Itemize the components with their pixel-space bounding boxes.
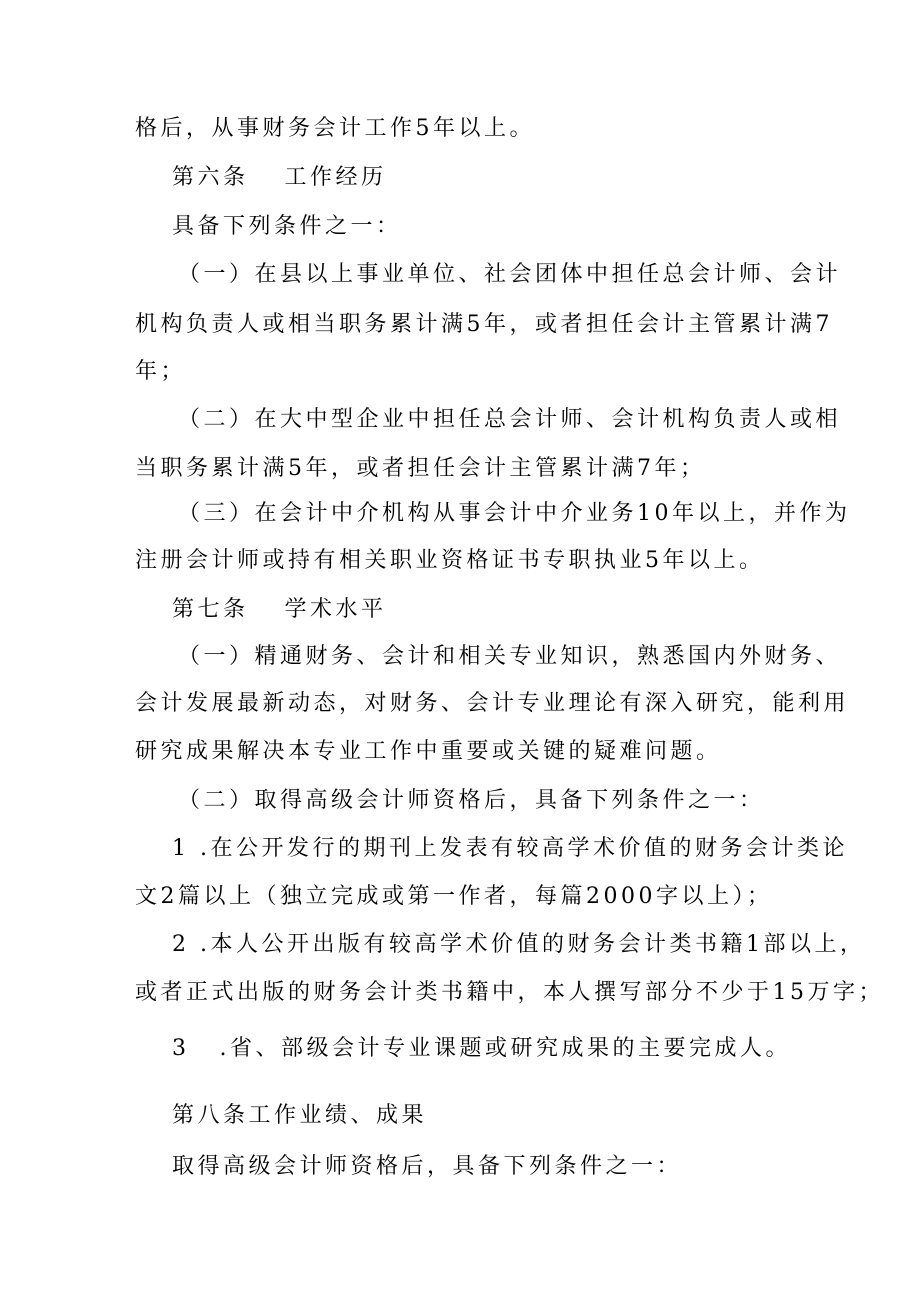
paragraph-line: （一）精通财务、会计和相关专业知识，熟悉国内外财务、 [178,644,842,669]
paragraph-line: 格后，从事财务会计工作5年以上。 [135,116,535,141]
paragraph-line: 机构负责人或相当职务累计满5年，或者担任会计主管累计满7 [135,312,833,337]
paragraph-line: 年； [135,359,187,384]
article-heading-6 [172,163,387,193]
paragraph-line: 具备下列条件之一： [172,214,402,239]
paragraph-line: （二）取得高级会计师资格后，具备下列条件之一： [178,788,765,813]
paragraph-line: 注册会计师或持有相关职业资格证书专职执业5年以上。 [135,548,765,573]
list-item-text: .省、部级会计专业课题或研究成果的主要完成人。 [219,1036,791,1061]
article-title: 学术水平 [284,597,387,622]
paragraph-line: 2 .本人公开出版有较高学术价值的财务会计类书籍1部以上， [172,932,866,957]
paragraph-line: 取得高级会计师资格后，具备下列条件之一： [172,1154,683,1179]
list-item-3 [172,1034,791,1064]
article-number: 第七条 [172,597,249,622]
paragraph-line: （二）在大中型企业中担任总会计师、会计机构负责人或相 [178,407,842,432]
paragraph-line: 文2篇以上（独立完成或第一作者，每篇2000字以上）； [135,884,773,909]
list-item-number: 3 [172,1036,190,1061]
article-title: 工作经历 [284,165,387,190]
article-heading-7 [172,595,387,625]
article-heading-8: 第八条工作业绩、成果 [172,1103,428,1128]
paragraph-line: 当职务累计满5年，或者担任会计主管累计满7年； [135,456,706,481]
paragraph-line: 会计发展最新动态，对财务、会计专业理论有深入研究，能利用 [135,691,850,716]
paragraph-line: 1 .在公开发行的期刊上发表有较高学术价值的财务会计类论 [172,836,848,861]
article-number: 第六条 [172,165,249,190]
paragraph-line: （一）在县以上事业单位、社会团体中担任总会计师、会计 [178,262,842,287]
paragraph-line: 研究成果解决本专业工作中重要或关键的疑难问题。 [135,739,722,764]
paragraph-line: 或者正式出版的财务会计类书籍中，本人撰写部分不少于15万字； [135,980,884,1005]
paragraph-line: （三）在会计中介机构从事会计中介业务10年以上，并作为 [178,501,851,526]
